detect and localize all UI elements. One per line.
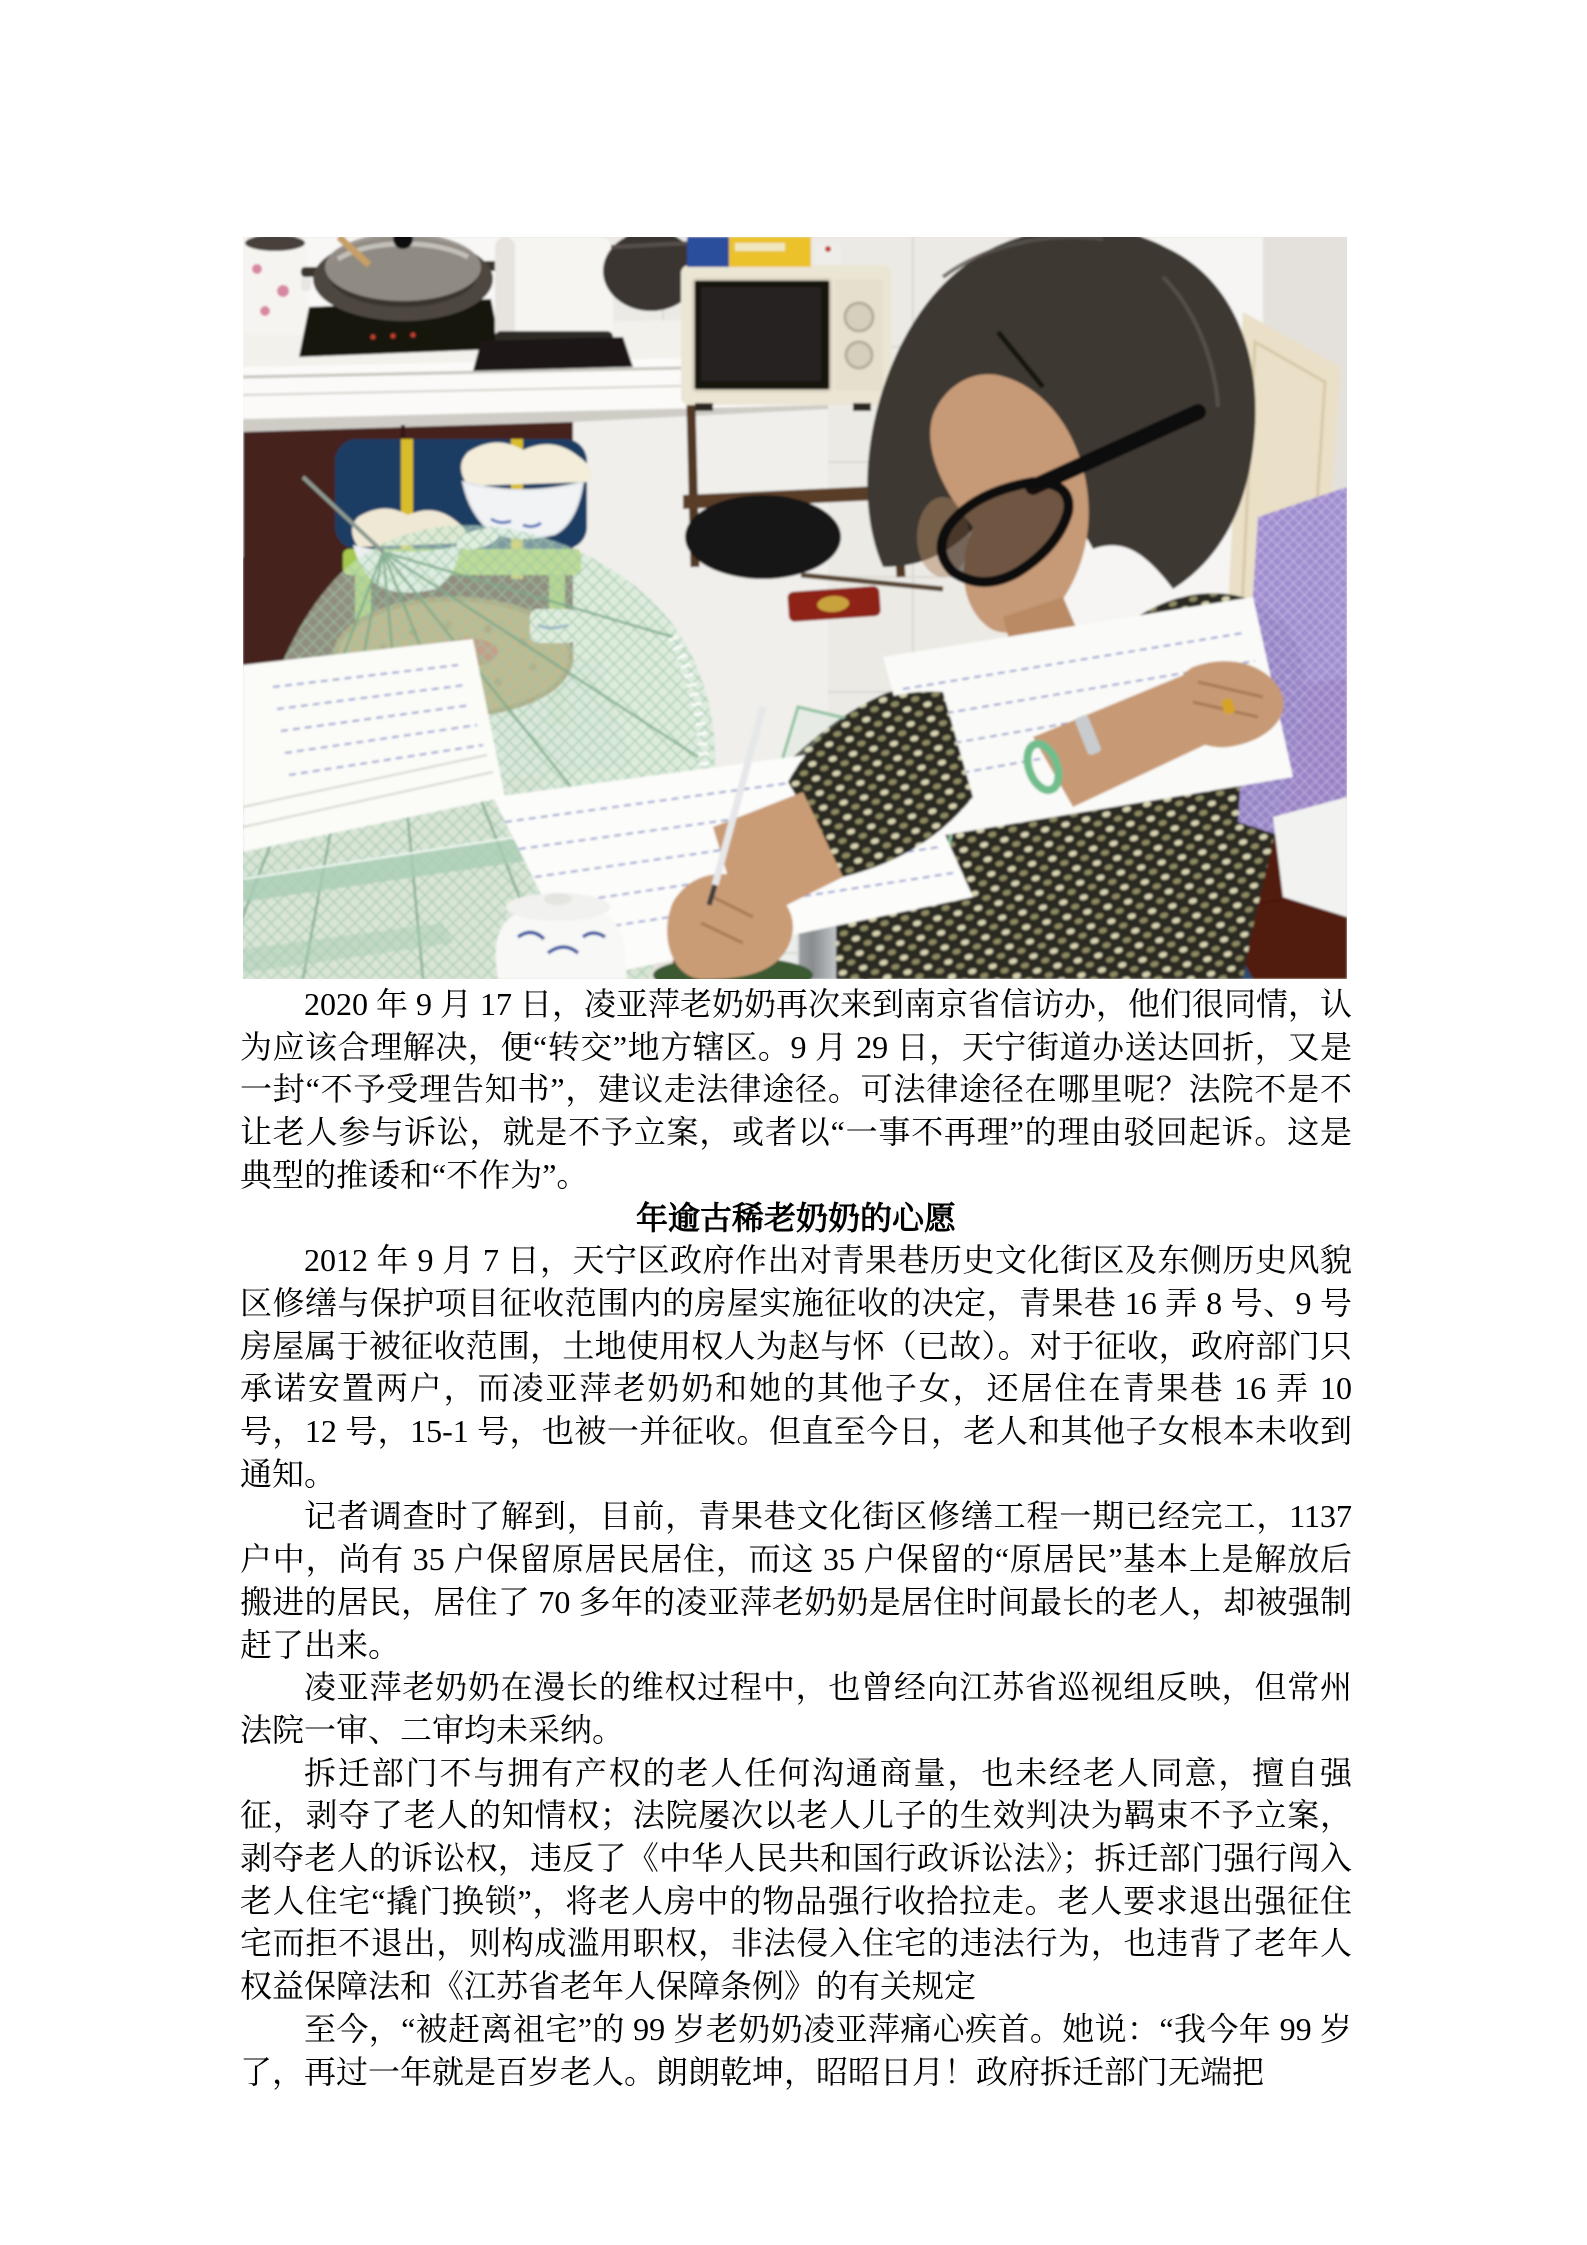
paragraph-3: 凌亚萍老奶奶在漫长的维权过程中，也曾经向江苏省巡视组反映，但常州法院一审、二审均未采纳。 <box>240 1669 1352 1748</box>
article-photo <box>243 237 1347 979</box>
article-text <box>240 983 1352 2093</box>
paragraph-2: 记者调查时了解到，目前，青果巷文化街区修缮工程一期已经完工，1137 户中，尚有 35 户保留原居民居住，而这 35 户保留的“原居民”基本上是解放后搬进的居民，居住了 70 多年的凌亚萍老奶奶是居住时间最长的老人，却被强制赶了出来。 <box>240 1498 1352 1663</box>
enamel-pot <box>243 237 311 335</box>
dark-bag <box>685 495 841 579</box>
microwave <box>681 265 891 411</box>
photo-illustration <box>243 237 1347 979</box>
section-heading: 年逾古稀老奶奶的心愿 <box>635 1199 956 1236</box>
porcelain-jar <box>496 893 627 979</box>
paragraph-1: 2012 年 9 月 7 日，天宁区政府作出对青果巷历史文化街区及东侧历史风貌区修缮与保护项目征收范围内的房屋实施征收的决定，青果巷 16 弄 8 号、9 号房屋属于被征收范围，土地使用权人为赵与怀（已故）。对于征收，政府部门只承诺安置两户，而凌亚萍老奶奶和她的其他子女，还居住在青果巷 16 弄 10 号，12 号，15-1 号，也被一并征收。但直至今日，老人和其他子女根本未收到通知。 <box>240 1242 1352 1492</box>
paragraph-intro: 2020 年 9 月 17 日，凌亚萍老奶奶再次来到南京省信访办，他们很同情，认为应该合理解决，便“转交”地方辖区。9 月 29 日，天宁街道办送达回折，又是一封“不予受理告知书”，建议走法律途径。可法律途径在哪里呢？法院不是不让老人参与诉讼，就是不予立案，或者以“一事不再理”的理由驳回起诉。这是典型的推诿和“不作为”。 <box>240 986 1353 1193</box>
paragraph-4: 拆迁部门不与拥有产权的老人任何沟通商量，也未经老人同意，擅自强征，剥夺了老人的知情权；法院屡次以老人儿子的生效判决为羁束不予立案，剥夺老人的诉讼权，违反了《中华人民共和国行政诉讼法》；拆迁部门强行闯入老人住宅“撬门换锁”，将老人房中的物品强行收拾拉走。老人要求退出强征住宅而拒不退出，则构成滥用职权，非法侵入住宅的违法行为，也违背了老年人权益保障法和《江苏省老年人保障条例》的有关规定 <box>240 1754 1352 2005</box>
paragraph-5: 至今，“被赶离祖宅”的 99 岁老奶奶凌亚萍痛心疾首。她说：“我今年 99 岁了，再过一年就是百岁老人。朗朗乾坤，昭昭日月！政府拆迁部门无端把 <box>240 2010 1352 2090</box>
